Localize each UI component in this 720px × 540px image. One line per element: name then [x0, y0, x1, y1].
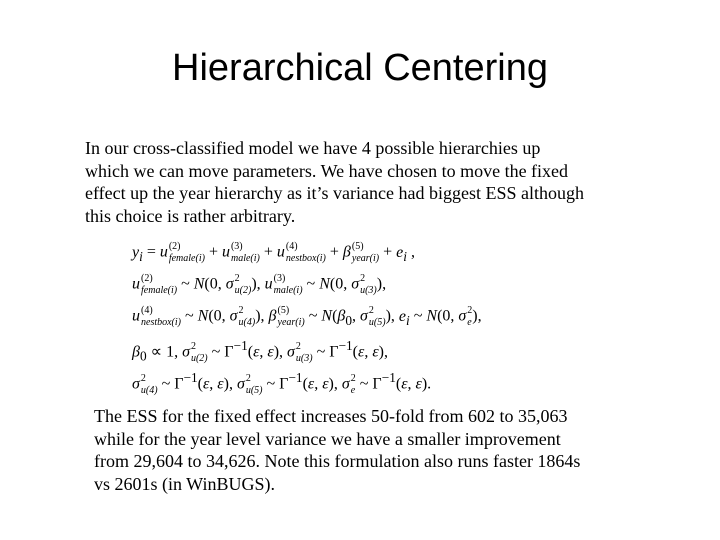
equation-line-5: σ 2 u(4) ~ $\Gamma^{-1}(\varepsilon$, ε), σ 2 u(5) ~ $\Gamma^{-1}(\varepsilon$, ε), σ 2 e ~ $\Gamma^{-1}(\varepsilon$, ε). — [132, 370, 432, 396]
model-equations — [132, 238, 592, 396]
intro-paragraph: In our cross-classified model we have 4 possible hierarchies up which we can move parameters. We have chosen to move the fixed effect up the year hierarchy as it’s variance had biggest ESS although this choice is rather arbitrary. — [85, 138, 584, 226]
equation-line-4: $\beta_0 \propto 1$, σ 2 u(2) ~ $\Gamma^{-1}(\varepsilon$, ε), σ 2 u(3) ~ $\Gamma^{-1}(\varepsilon$, ε), — [132, 338, 388, 364]
equation-line-2: u (2) female(i) ~ N(0, σ 2 u(2) ), u (3) male(i) ~ N(0, σ 2 u(3) ), — [132, 273, 387, 296]
slide-title: Hierarchical Centering — [172, 47, 548, 89]
equation-line-1: $y_i = u$ (2) female(i) + u (3) male(i) + u (4) nestbox(i) + β (5) year(i) + $e_i$ , — [132, 241, 415, 264]
result-paragraph: The ESS for the fixed effect increases 50-fold from 602 to 35,063 while for the year level variance we have a smaller improvement from 29,604 to 34,626. Note this formulation also runs faster 1864s vs 2601s (in WinBUGS). — [94, 406, 581, 494]
equation-line-3: u (4) nestbox(i) ~ N(0, σ 2 u(4) ), β (5) year(i) ~ $N(\beta_0$, σ 2 u(5) ), $e_i$ ~ N(0, σ 2 e ), — [132, 305, 482, 328]
